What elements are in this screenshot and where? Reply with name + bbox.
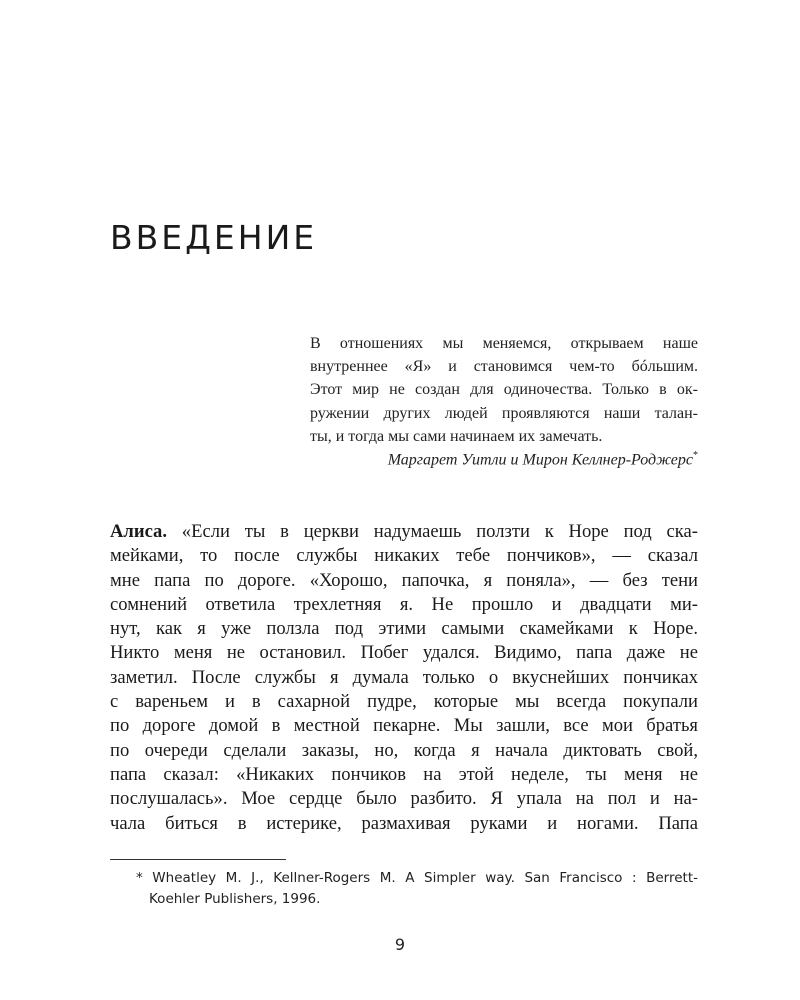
- epigraph-line: ты, и тогда мы сами начинаем их замечать.: [310, 427, 603, 445]
- body-line: заметил. После службы я думала только о вкуснейших пончиках: [110, 666, 698, 688]
- body-text: [110, 520, 698, 836]
- footnote-divider: [110, 859, 286, 860]
- footnote-line: * Wheatley M. J., Kellner-Rogers M. A Simpler way. San Francisco : Berrett-: [136, 870, 698, 886]
- body-line: с вареньем и в сахарной пудре, которые мы всегда покупали: [110, 691, 698, 713]
- body-line: мейками, то после службы никаких тебе пончиков», — сказал: [110, 545, 698, 567]
- epigraph-author-name: Маргарет Уитли и Мирон Келлнер-Роджерс: [387, 451, 693, 469]
- body-line: сомнений ответила трехлетняя я. Не прошло и двадцати ми-: [110, 593, 698, 615]
- body-line: по дороге домой в местной пекарне. Мы зашли, все мои братья: [110, 715, 698, 737]
- body-line: [110, 520, 698, 544]
- body-line: Никто меня не остановил. Побег удался. Видимо, папа даже не: [110, 642, 698, 664]
- body-line: папа сказал: «Никаких пончиков на этой неделе, ты меня не: [110, 763, 698, 785]
- footnote-line: Koehler Publishers, 1996.: [149, 891, 321, 907]
- body-line: мне папа по дороге. «Хорошо, папочка, я поняла», — без тени: [110, 569, 698, 591]
- body-line: по очереди сделали заказы, но, когда я начала диктовать свой,: [110, 739, 698, 761]
- footnote: [136, 868, 698, 910]
- chapter-title: ВВЕДЕНИЕ: [110, 218, 318, 257]
- body-line: нут, как я уже ползла под этими самыми скамейками к Норе.: [110, 618, 698, 640]
- epigraph: [310, 332, 698, 448]
- body-line: чала биться в истерике, размахивая руками и ногами. Папа: [110, 812, 698, 834]
- body-line: послушалась». Мое сердце было разбито. Я упала на пол и на-: [110, 788, 698, 810]
- epigraph-line: ружении других людей проявляются наши талан-: [310, 404, 698, 422]
- page-number: 9: [394, 935, 406, 954]
- epigraph-line: внутреннее «Я» и становимся чем-то бóльшим.: [310, 358, 698, 376]
- footnote-mark[interactable]: *: [693, 450, 698, 461]
- epigraph-line: В отношениях мы меняемся, открываем наше: [310, 335, 698, 352]
- body-line-text: «Если ты в церкви надумаешь ползти к Норе под ска-: [167, 521, 698, 542]
- speaker-name: Алиса.: [110, 521, 167, 542]
- epigraph-line: Этот мир не создан для одиночества. Только в ок-: [310, 381, 698, 399]
- epigraph-author: [388, 450, 698, 469]
